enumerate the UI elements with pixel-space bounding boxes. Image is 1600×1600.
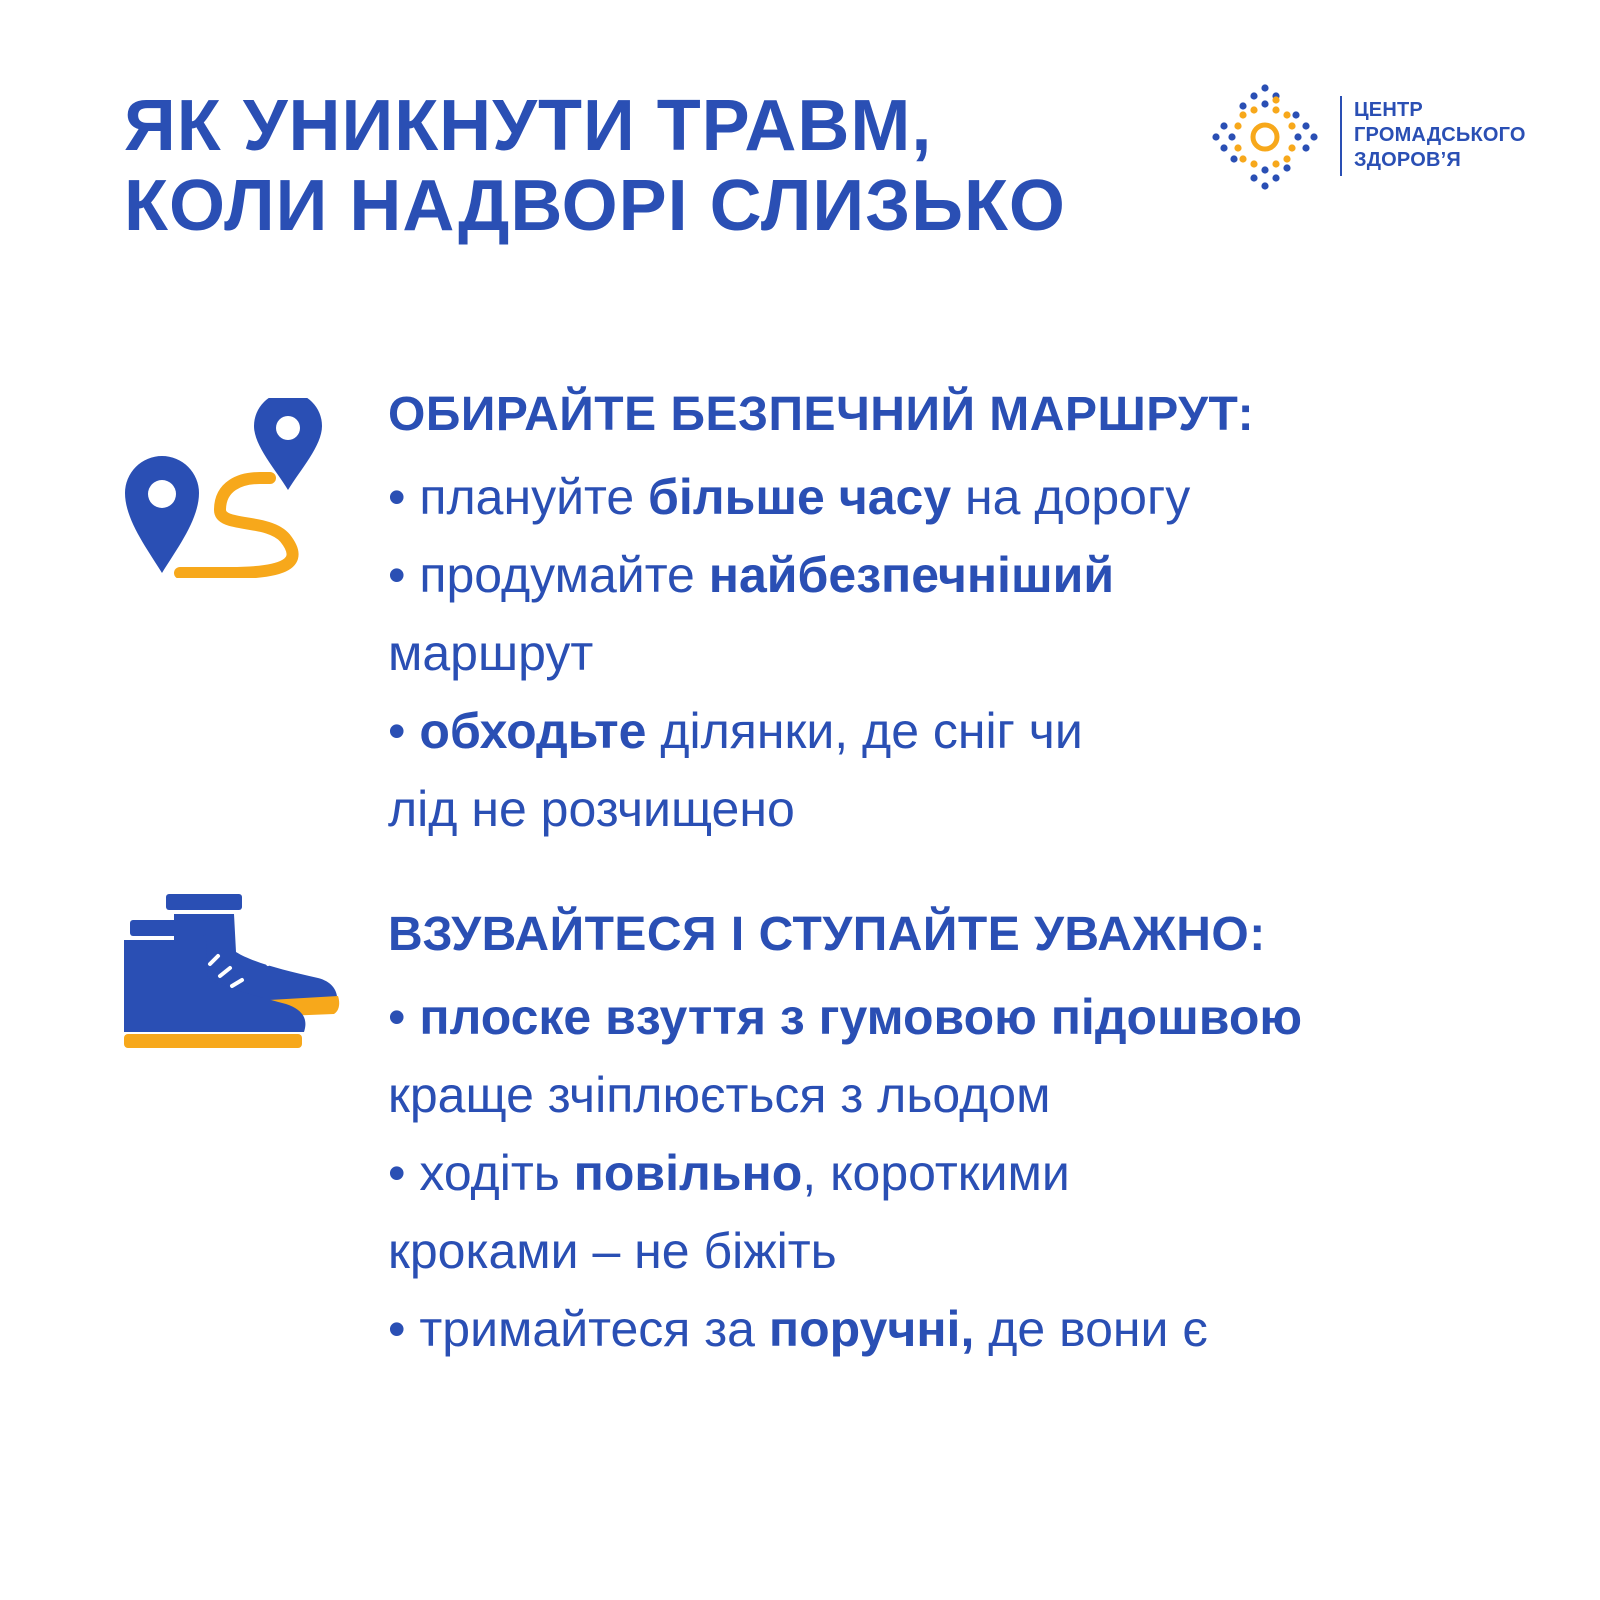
- bullet-line: • ходіть повільно, короткими: [388, 1145, 1070, 1201]
- section-safe-route: [388, 388, 1528, 848]
- public-health-center-logo-icon: [1210, 82, 1320, 192]
- bullet-continuation: маршрут: [388, 625, 594, 681]
- boots-icon: [122, 892, 344, 1052]
- bullet-line: • плануйте більше часу на дорогу: [388, 469, 1191, 525]
- logo-text-line-1: ЦЕНТР: [1354, 99, 1423, 121]
- section-heading: ВЗУВАЙТЕСЯ І СТУПАЙТЕ УВАЖНО:: [388, 908, 1266, 961]
- bullet-line: • продумайте найбезпечніший: [388, 547, 1115, 603]
- title-line-1: ЯК УНИКНУТИ ТРАВМ,: [124, 86, 933, 166]
- bullet-line: • тримайтеся за поручні, де вони є: [388, 1301, 1208, 1357]
- logo-text-line-3: ЗДОРОВ’Я: [1354, 149, 1461, 171]
- section-footwear: [388, 908, 1528, 1368]
- logo-text-line-2: ГРОМАДСЬКОГО: [1354, 124, 1526, 146]
- logo-divider: [1340, 96, 1342, 176]
- logo-text: [1354, 98, 1526, 173]
- section-heading: ОБИРАЙТЕ БЕЗПЕЧНИЙ МАРШРУТ:: [388, 388, 1255, 441]
- bullet-continuation: кроками – не біжіть: [388, 1223, 837, 1279]
- bullet-continuation: краще зчіплюється з льодом: [388, 1067, 1051, 1123]
- page-title: [124, 86, 1066, 246]
- logo: [1210, 82, 1526, 192]
- title-line-2: КОЛИ НАДВОРІ СЛИЗЬКО: [124, 166, 1066, 246]
- route-pins-icon: [120, 398, 330, 578]
- bullet-line: • обходьте ділянки, де сніг чи: [388, 703, 1083, 759]
- bullet-continuation: лід не розчищено: [388, 781, 795, 837]
- bullet-line: • плоске взуття з гумовою підошвою: [388, 989, 1303, 1045]
